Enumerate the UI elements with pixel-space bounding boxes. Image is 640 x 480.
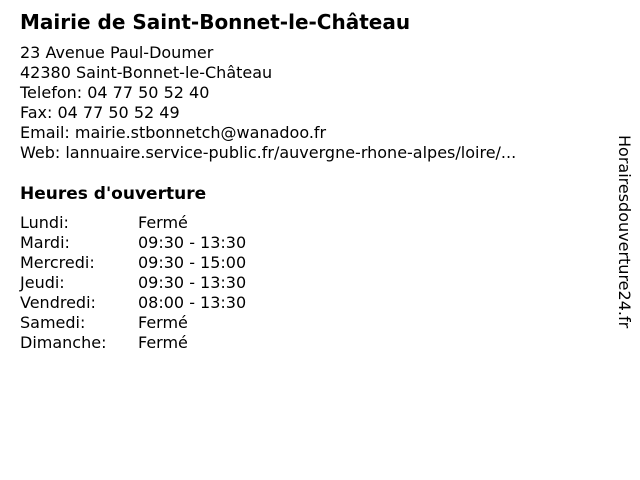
day-label: Mardi: [20, 233, 70, 252]
address-line-2: 42380 Saint-Bonnet-le-Château [20, 63, 273, 82]
office-title: Mairie de Saint-Bonnet-le-Château [20, 10, 411, 34]
day-label: Vendredi: [20, 293, 96, 312]
day-hours: 08:00 - 13:30 [138, 293, 247, 312]
day-hours: Fermé [138, 333, 188, 352]
site-watermark: Horairesdouverture24.fr [615, 135, 634, 329]
day-label: Jeudi: [20, 273, 65, 292]
email-line: Email: mairie.stbonnetch@wanadoo.fr [20, 123, 327, 142]
fax-line: Fax: 04 77 50 52 49 [20, 103, 180, 122]
day-label: Samedi: [20, 313, 86, 332]
web-line: Web: lannuaire.service-public.fr/auvergne-rhone-alpes/loire/... [20, 143, 517, 162]
day-hours: 09:30 - 15:00 [138, 253, 247, 272]
day-label: Dimanche: [20, 333, 107, 352]
hours-heading: Heures d'ouverture [20, 184, 207, 204]
address-line-1: 23 Avenue Paul-Doumer [20, 43, 214, 62]
contact-info [20, 43, 516, 163]
day-hours: 09:30 - 13:30 [138, 273, 247, 292]
day-hours: Fermé [138, 213, 188, 232]
day-label: Lundi: [20, 213, 69, 232]
day-hours: Fermé [138, 313, 188, 332]
phone-line: Telefon: 04 77 50 52 40 [20, 83, 210, 102]
day-label: Mercredi: [20, 253, 95, 272]
day-hours: 09:30 - 13:30 [138, 233, 247, 252]
